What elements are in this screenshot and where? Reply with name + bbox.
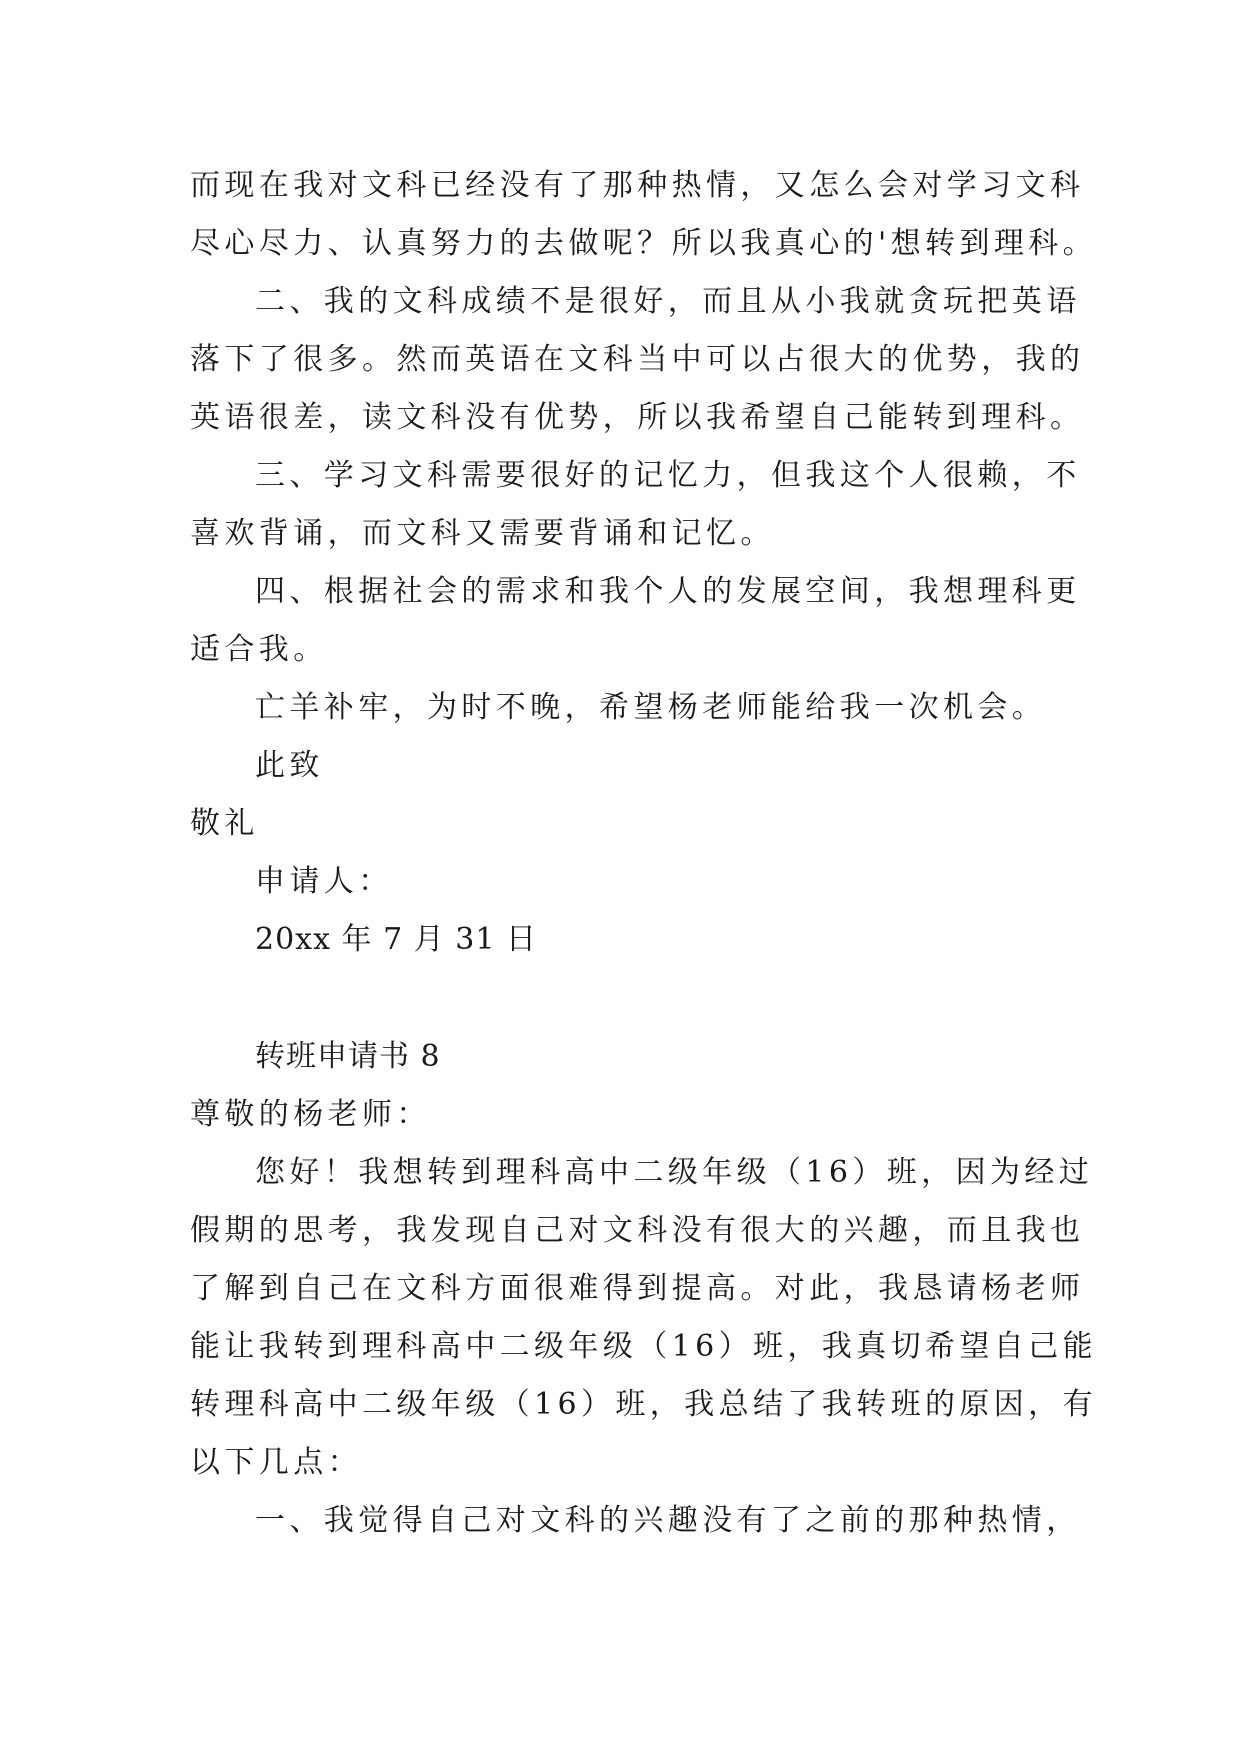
letter2-title: 转班申请书 8 (255, 1039, 441, 1074)
letter2-p1-line4: 能让我转到理科高中二级年级（16）班，我真切希望自己能 (190, 1329, 1097, 1364)
closing-ci-zhi: 此致 (255, 748, 324, 783)
letter1-p2-line3: 英语很差，读文科没有优势，所以我希望自己能转到理科。 (190, 400, 1085, 435)
letter1-p4-line2: 适合我。 (190, 632, 328, 667)
letter1-p2-line2: 落下了很多。然而英语在文科当中可以占很大的优势，我的 (190, 342, 1085, 377)
letter1-p3-line2: 喜欢背诵，而文科又需要背诵和记忆。 (190, 516, 775, 551)
letter-date: 20xx 年 7 月 31 日 (255, 922, 537, 957)
letter1-p3-line1: 三、学习文科需要很好的记忆力，但我这个人很赖，不 (255, 458, 1081, 493)
closing-jing-li: 敬礼 (190, 806, 259, 841)
letter2-p1-line6: 以下几点： (190, 1445, 362, 1480)
letter1-p5: 亡羊补牢，为时不晚，希望杨老师能给我一次机会。 (255, 690, 1047, 725)
letter2-p1-line3: 了解到自己在文科方面很难得到提高。对此，我恳请杨老师 (190, 1271, 1085, 1306)
applicant-label: 申请人： (255, 864, 393, 899)
letter2-p2-line1: 一、我觉得自己对文科的兴趣没有了之前的那种热情， (255, 1503, 1081, 1538)
letter2-p1-line5: 转理科高中二级年级（16）班，我总结了我转班的原因，有 (190, 1387, 1097, 1422)
letter1-p4-line1: 四、根据社会的需求和我个人的发展空间，我想理科更 (255, 574, 1081, 609)
letter1-p2-line1: 二、我的文科成绩不是很好，而且从小我就贪玩把英语 (255, 284, 1081, 319)
letter2-p1-line2: 假期的思考，我发现自己对文科没有很大的兴趣，而且我也 (190, 1213, 1085, 1248)
letter1-p1-line1: 而现在我对文科已经没有了那种热情，又怎么会对学习文科 (190, 168, 1085, 203)
letter2-p1-line1: 您好！我想转到理科高中二级年级（16）班，因为经过 (255, 1155, 1094, 1190)
letter1-p1-line2: 尽心尽力、认真努力的去做呢？所以我真心的'想转到理科。 (190, 226, 1098, 261)
letter2-salutation: 尊敬的杨老师： (190, 1097, 431, 1132)
